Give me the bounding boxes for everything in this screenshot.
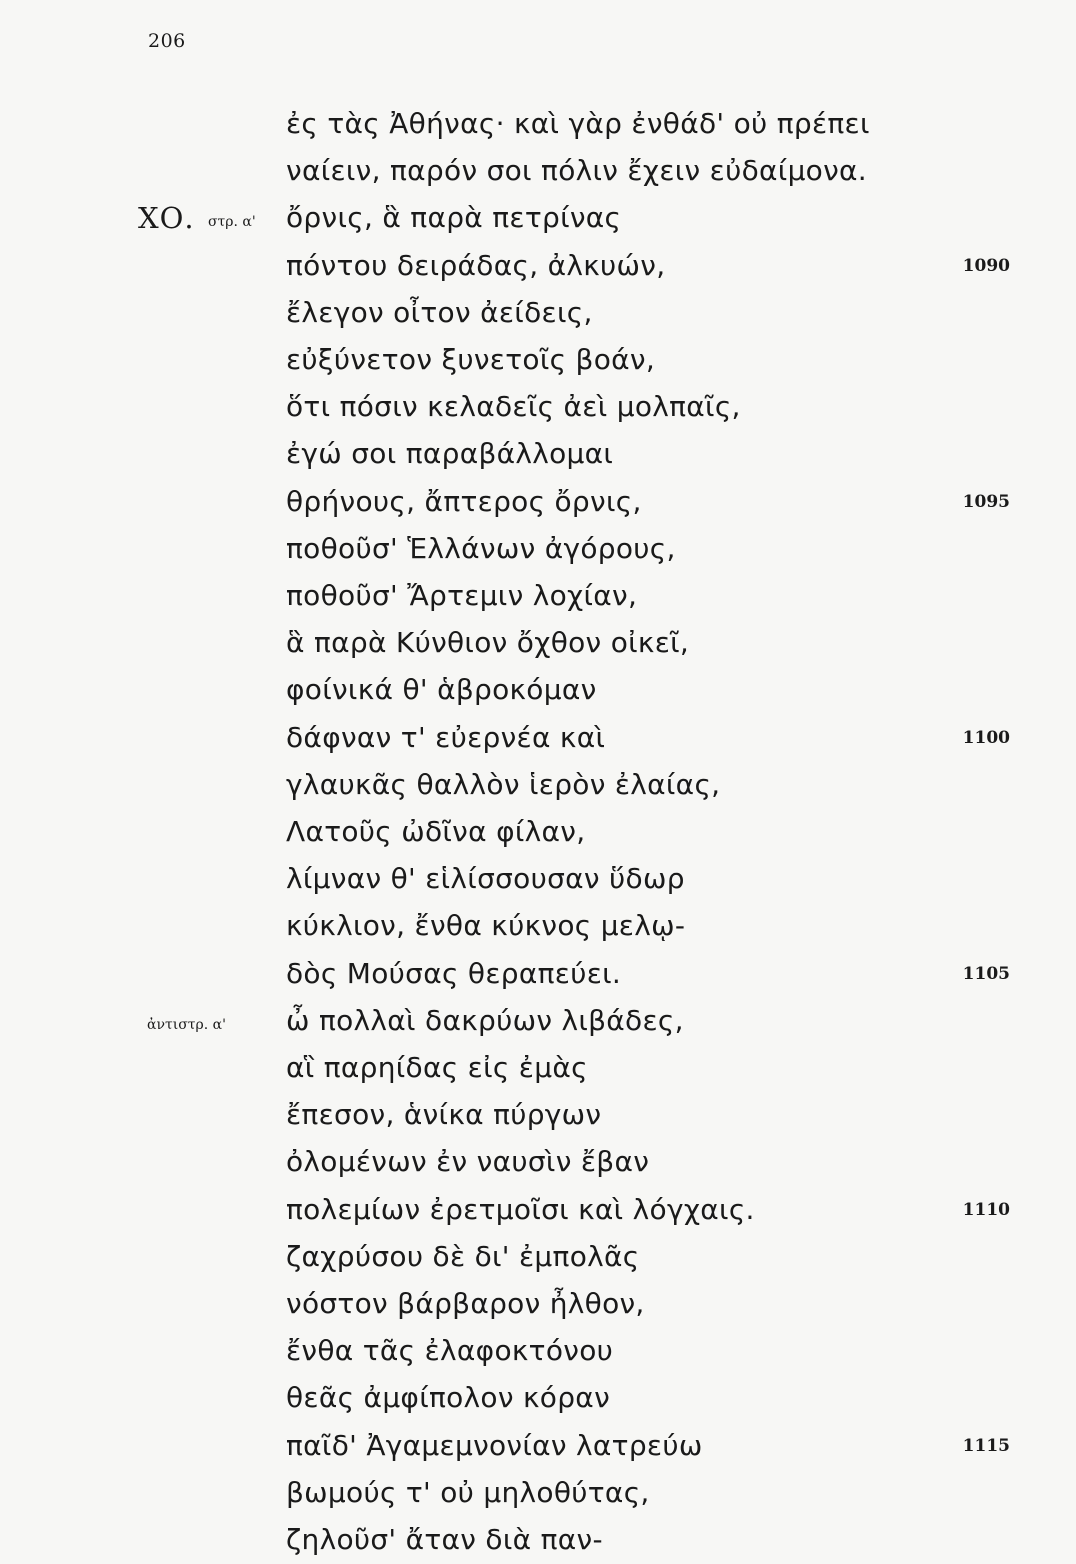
verse-line: [0, 619, 1076, 667]
strophe-label: ἀντιστρ. α': [147, 1016, 226, 1033]
speaker-label: ΧΟ.: [138, 201, 195, 236]
verse-line: [0, 1374, 1076, 1422]
verse-line-text: παῖδ' Ἀγαμεμνονίαν λατρεύω: [286, 1428, 703, 1462]
verse-line: [0, 100, 1076, 148]
verse-line: [0, 1186, 1076, 1234]
verse-line: [0, 997, 1076, 1045]
verse-line: [0, 289, 1076, 337]
verse-line-text: ἐγώ σοι παραβάλλομαι: [286, 437, 614, 471]
verse-line: [0, 666, 1076, 714]
verse-line: [0, 383, 1076, 431]
verse-line: [0, 430, 1076, 478]
verse-line-text: ὦ πολλαὶ δακρύων λιβάδες,: [286, 1003, 684, 1037]
verse-line-text: εὐξύνετον ξυνετοῖς βοάν,: [286, 343, 656, 376]
verse-line-text: φοίνικά θ' ἁβροκόμαν: [286, 673, 597, 707]
verse-line-text: ναίειν, παρόν σοι πόλιν ἔχειν εὐδαίμονα.: [286, 154, 868, 188]
verse-line-text: πολεμίων ἐρετμοῖσι καὶ λόγχαις.: [286, 1192, 755, 1226]
line-number: 1110: [962, 1199, 1010, 1220]
verse-line-text: αἳ παρηίδας εἰς ἐμὰς: [286, 1051, 588, 1084]
verse-line: [0, 1233, 1076, 1281]
verse-line: [0, 761, 1076, 809]
verse-line: [0, 902, 1076, 950]
verse-line-text: ἔπεσον, ἁνίκα πύργων: [286, 1098, 602, 1132]
verse-line: [0, 478, 1076, 526]
strophe-label: στρ. α': [208, 214, 256, 231]
verse-line-text: λίμναν θ' εἱλίσσουσαν ὕδωρ: [286, 862, 685, 896]
verse-line-text: ὅτι πόσιν κελαδεῖς ἀεὶ μολπαῖς,: [286, 390, 741, 424]
verse-line: [0, 950, 1076, 998]
verse-line: [0, 1280, 1076, 1328]
verse-line: [0, 808, 1076, 856]
line-number: 1115: [962, 1435, 1010, 1456]
verse-line-text: δὸς Μούσας θεραπεύει.: [286, 956, 622, 990]
verse-line: [0, 1469, 1076, 1517]
verse-line-text: ζαχρύσου δὲ δι' ἐμπολᾶς: [286, 1239, 640, 1273]
verse-line: [0, 572, 1076, 620]
verse-line: [0, 1422, 1076, 1470]
verse-line: [0, 525, 1076, 573]
verse-line-text: κύκλιον, ἔνθα κύκνος μελῳ-: [286, 909, 686, 943]
verse-line-text: νόστον βάρβαρον ἦλθον,: [286, 1287, 645, 1320]
verse-line: [0, 194, 1076, 242]
verse-line-text: γλαυκᾶς θαλλὸν ἱερὸν ἐλαίας,: [286, 767, 721, 801]
verse-line-text: ποθοῦσ' Ἄρτεμιν λοχίαν,: [286, 579, 638, 612]
verse-line-text: ἔνθα τᾶς ἐλαφοκτόνου: [286, 1334, 614, 1368]
verse-line-text: θεᾶς ἀμφίπολον κόραν: [286, 1381, 611, 1415]
page-number: 206: [148, 30, 186, 52]
verse-line-text: ἃ παρὰ Κύνθιον ὄχθον οἰκεῖ,: [286, 626, 690, 660]
verse-line-text: ἐς τὰς Ἀθήνας· καὶ γὰρ ἐνθάδ' οὐ πρέπει: [286, 107, 870, 140]
verse-line-text: ὄρνις, ἃ παρὰ πετρίνας: [286, 201, 622, 235]
verse-line: [0, 1044, 1076, 1092]
verse-line-text: πόντου δειράδας, ἀλκυών,: [286, 248, 666, 282]
verse-line-text: ζηλοῦσ' ἄταν διὰ παν-: [286, 1523, 603, 1556]
verse-line: [0, 714, 1076, 762]
verse-line: [0, 1091, 1076, 1139]
verse-line: [0, 1327, 1076, 1375]
verse-line-text: ὀλομένων ἐν ναυσὶν ἔβαν: [286, 1145, 650, 1179]
line-number: 1090: [962, 255, 1010, 276]
verse-line-text: Λατοῦς ὠδῖνα φίλαν,: [286, 815, 586, 848]
verse-line: [0, 336, 1076, 384]
verse-line-text: θρήνους, ἄπτερος ὄρνις,: [286, 484, 642, 518]
verse-line-text: βωμούς τ' οὐ μηλοθύτας,: [286, 1475, 650, 1509]
verse-line-text: δάφναν τ' εὐερνέα καὶ: [286, 720, 606, 754]
verse-line-text: ποθοῦσ' Ἑλλάνων ἀγόρους,: [286, 531, 676, 565]
verse-line: [0, 1138, 1076, 1186]
line-number: 1095: [962, 491, 1010, 512]
verse-line: [0, 1516, 1076, 1564]
verse-line: [0, 855, 1076, 903]
line-number: 1100: [962, 727, 1010, 748]
verse-line: [0, 147, 1076, 195]
line-number: 1105: [962, 963, 1010, 984]
verse-line-text: ἔλεγον οἶτον ἀείδεις,: [286, 295, 593, 329]
verse-line: [0, 242, 1076, 290]
